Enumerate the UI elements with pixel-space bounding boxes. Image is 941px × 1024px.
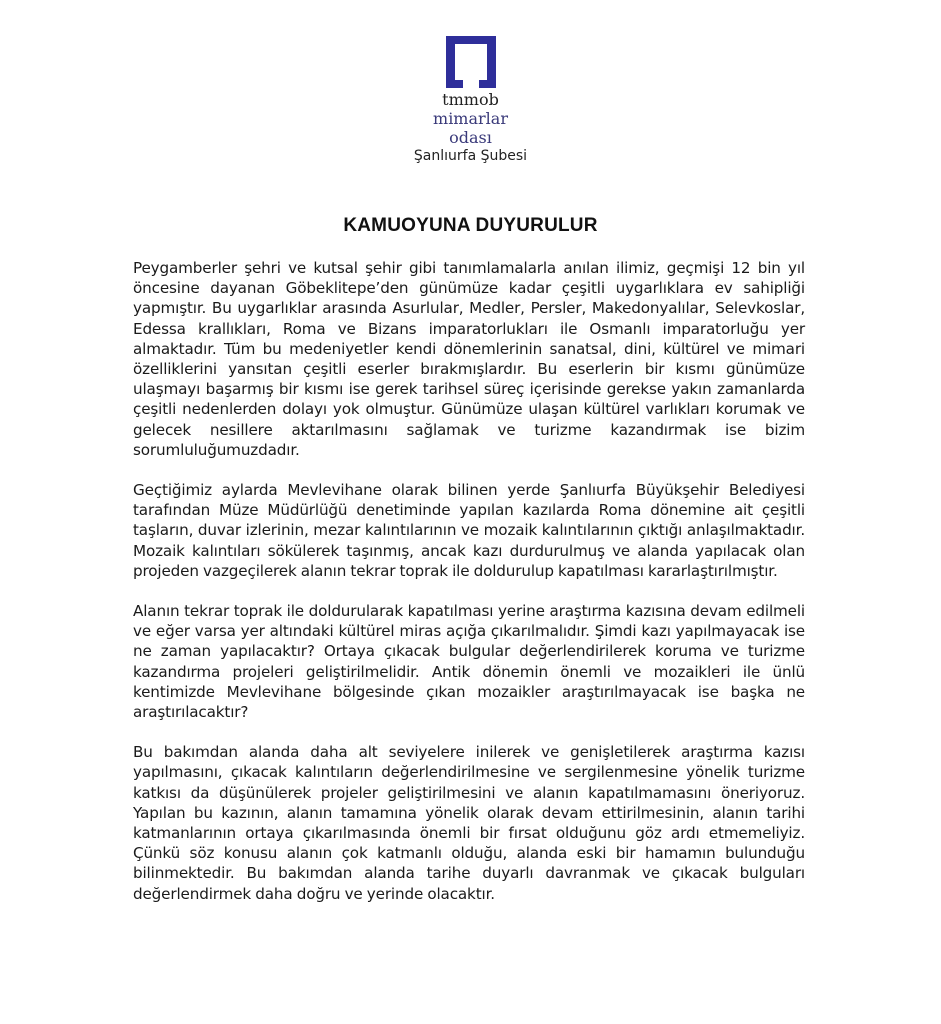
document-body [133,258,805,924]
org-name-odasi: odası [449,128,492,147]
paragraph-4: Bu bakımdan alanda daha alt seviyelere inilerek ve genişletilerek araştırma kazısı yapılmasını, çıkacak kalıntıların değerlendirilmesine ve sergilenmesine yönelik turizme katkısı da düşünülerek projeler geliştirilmesini ve alanın kapatılmamasını öneriyoruz. Yapılan bu kazının, alanın tamamına yönelik olarak devam ettirilmesinin, alanın tarihi katmanlarının ortaya çıkarılmasında önemli bir fırsat olduğunu göz ardı etmemeliyiz. Çünkü söz konusu alanın çok katmanlı olduğu, alanda eski bir hamamın bulunduğu bilinmektedir. Bu bakımdan alanda tarihe duyarlı davranmak ve çıkacak bulguları değerlendirmek daha doğru ve yerinde olacaktır. [133,743,805,903]
organization-logo [0,36,941,164]
tmmob-bracket-logo-icon [446,36,496,88]
paragraph-2: Geçtiğimiz aylarda Mevlevihane olarak bilinen yerde Şanlıurfa Büyükşehir Belediyesi tarafından Müze Müdürlüğü denetiminde yapılan kazılarda Roma dönemine ait çeşitli taşların, duvar izlerinin, mezar kalıntılarının ve mozaik kalıntılarının çıktığı anlaşılmaktadır. Mozaik kalıntıları sökülerek taşınmış, ancak kazı durdurulmuş ve alanda yapılacak olan projeden vazgeçilerek alanın tekrar toprak ile doldurulup kapatılması kararlaştırılmıştır. [133,481,805,580]
org-name-mimarlar: mimarlar [433,109,508,128]
paragraph-1: Peygamberler şehri ve kutsal şehir gibi tanımlamalarla anılan ilimiz, geçmişi 12 bin yıl öncesine dayanan Göbeklitepe’den günümüze kadar çeşitli uygarlıklara ev sahipliği yapmıştır. Bu uygarlıklar arasında Asurlular, Medler, Persler, Makedonyalılar, Selevkoslar, Edessa krallıkları, Roma ve Bizans imparatorlukları ile Osmanlı imparatorluğu yer almaktadır. Tüm bu medeniyetler kendi dönemlerinin sanatsal, dini, kültürel ve mimari özelliklerini yansıtan çeşitli eserler bırakmışlardır. Bu eserlerin bir kısmı günümüze ulaşmayı başarmış bir kısmı ise gerek tarihsel süreç içerisinde gerekse yakın zamanlarda çeşitli nedenlerden dolayı yok olmuştur. Günümüze ulaşan kültürel varlıkları korumak ve gelecek nesillere aktarılmasını sağlamak ve turizme kazandırmak ise bizim sorumluluğumuzdadır. [133,259,805,459]
branch-name: Şanlıurfa Şubesi [413,148,528,164]
document-title: KAMUOYUNA DUYURULUR [343,215,598,236]
org-name-tmmob: tmmob [442,90,499,109]
paragraph-3: Alanın tekrar toprak ile doldurularak kapatılması yerine araştırma kazısına devam edilmeli ve eğer varsa yer altındaki kültürel miras açığa çıkarılmalıdır. Şimdi kazı yapılmayacak ise ne zaman yapılacaktır? Ortaya çıkacak bulgular değerlendirilerek koruma ve turizme kazandırma projeleri geliştirilmelidir. Antik dönemin önemli ve mozaikleri ile ünlü kentimizde Mevlevihane bölgesinde çıkan mozaikler araştırılmayacak ise başka ne araştırılacaktır? [133,602,805,722]
